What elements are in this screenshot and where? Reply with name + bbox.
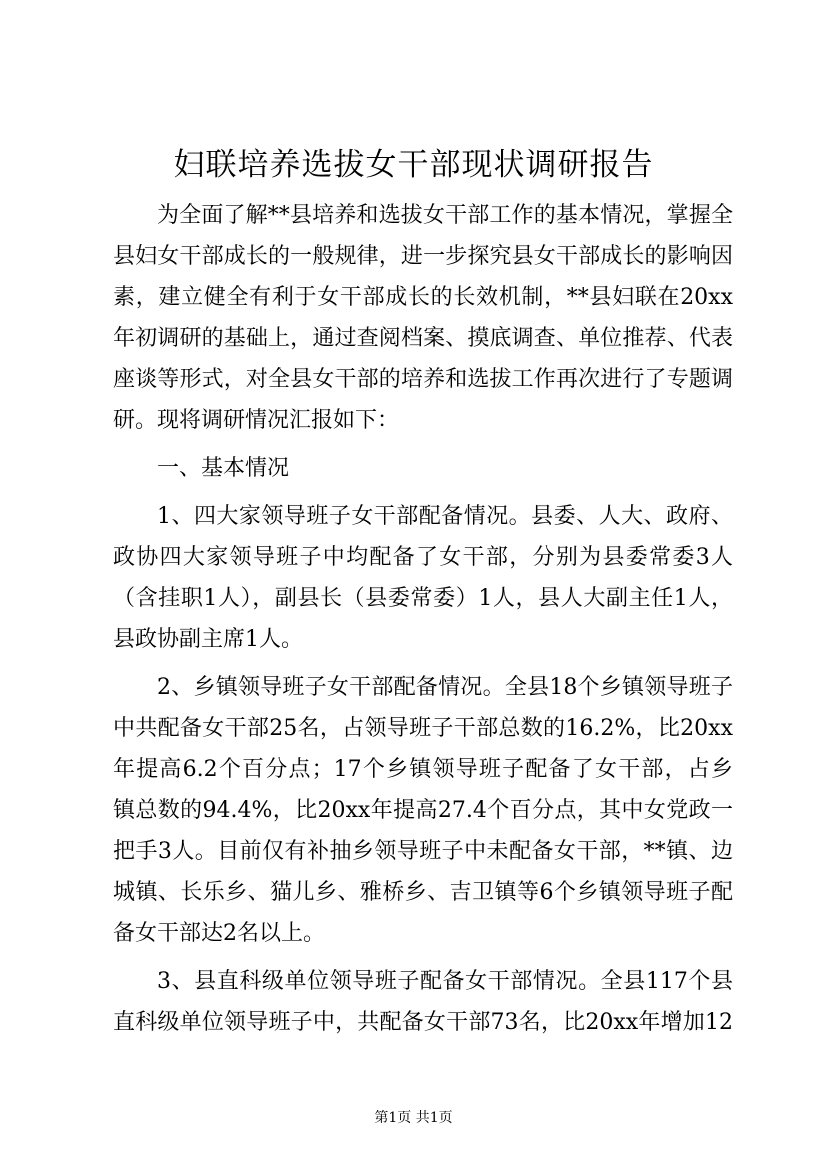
paragraph-line: 城镇、长乐乡、猫儿乡、雅桥乡、吉卫镇等6个乡镇领导班子配 (113, 880, 733, 905)
paragraph-leadership (113, 496, 733, 660)
document-title: 妇联培养选拔女干部现状调研报告 (173, 147, 654, 183)
paragraph-line: （含挂职1人），副县长（县委常委）1人，县人大副主任1人， (113, 586, 733, 611)
paragraph-township (113, 667, 733, 954)
section-heading (113, 448, 733, 489)
paragraph-line: 县政协副主席1人。 (113, 627, 303, 652)
paragraph-line: 备女干部达2名以上。 (113, 921, 325, 946)
paragraph-line: 1、四大家领导班子女干部配备情况。县委、人大、政府、 (157, 504, 733, 529)
document-body (113, 195, 733, 1043)
paragraph-line: 座谈等形式，对全县女干部的培养和选拔工作再次进行了专题调 (113, 367, 733, 392)
paragraph-line: 县妇女干部成长的一般规律，进一步探究县女干部成长的影响因 (113, 244, 733, 269)
paragraph-line: 年提高6.2个百分点；17个乡镇领导班子配备了女干部，占乡 (113, 757, 733, 782)
paragraph-line: 2、乡镇领导班子女干部配备情况。全县18个乡镇领导班子 (157, 675, 733, 700)
paragraph-line: 直科级单位领导班子中，共配备女干部73名，比20xx年增加12 (113, 1010, 733, 1035)
paragraph-line: 把手3人。目前仅有补抽乡领导班子中未配备女干部，**镇、边 (113, 839, 733, 864)
paragraph-line: 素，建立健全有利于女干部成长的长效机制，**县妇联在20xx (113, 285, 733, 310)
paragraph-line: 年初调研的基础上，通过查阅档案、摸底调查、单位推荐、代表 (113, 326, 733, 351)
section-heading-text: 一、基本情况 (157, 456, 290, 481)
paragraph-line: 政协四大家领导班子中均配备了女干部，分别为县委常委3人 (113, 545, 733, 570)
page-footer: 第1页 共1页 (374, 1110, 453, 1126)
paragraph-line: 中共配备女干部25名，占领导班子干部总数的16.2%，比20xx (113, 716, 733, 741)
paragraph-line: 3、县直科级单位领导班子配备女干部情况。全县117个县 (157, 969, 733, 994)
paragraph-county-units (113, 961, 733, 1043)
paragraph-intro (113, 195, 733, 441)
paragraph-line: 研。现将调研情况汇报如下： (113, 408, 400, 433)
paragraph-line: 镇总数的94.4%，比20xx年提高27.4个百分点，其中女党政一 (113, 798, 733, 823)
paragraph-line: 为全面了解**县培养和选拔女干部工作的基本情况，掌握全 (157, 203, 733, 228)
